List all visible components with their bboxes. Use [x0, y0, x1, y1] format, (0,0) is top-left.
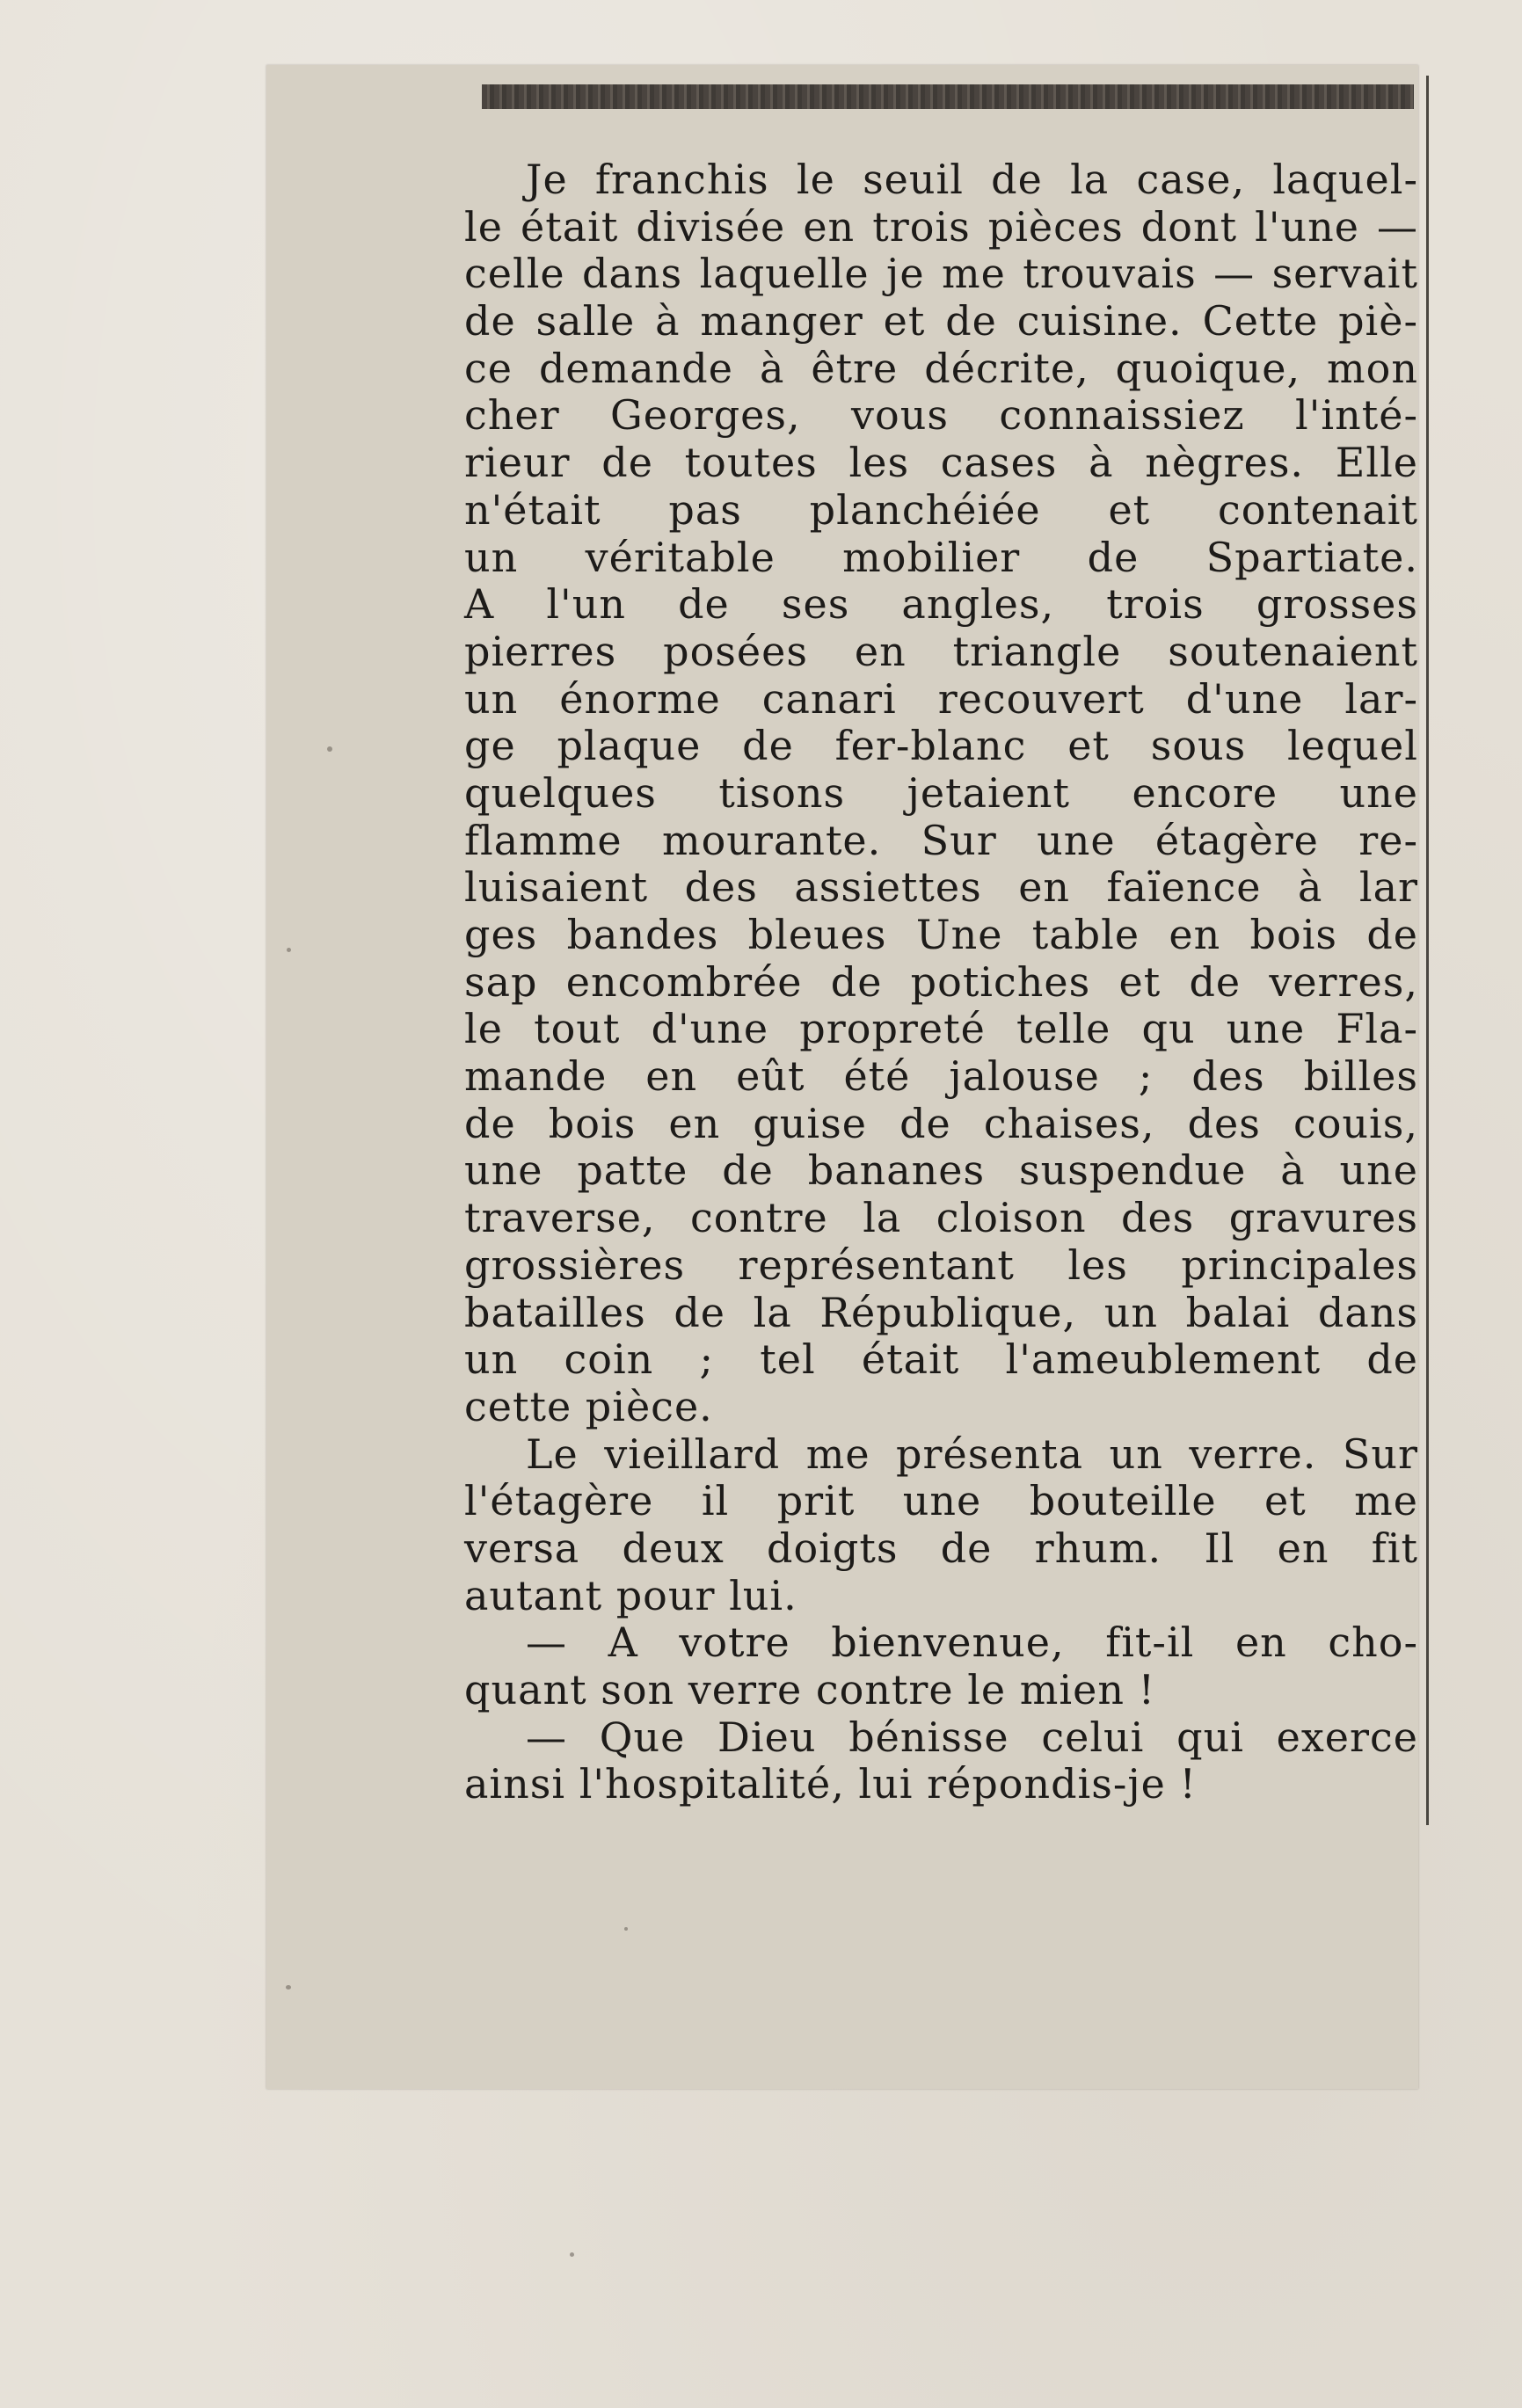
text-line: mande en eût été jalouse ; des billes — [464, 1052, 1418, 1101]
text-line: luisaient des assiettes en faïence à lar — [464, 863, 1418, 912]
text-line: cher Georges, vous connaissiez l'inté- — [464, 391, 1418, 440]
text-line: un véritable mobilier de Spartiate. — [464, 533, 1418, 581]
text-line: pierres posées en triangle soutenaient — [464, 627, 1418, 675]
article-text — [464, 156, 1418, 1808]
text-line: l'étagère il prit une bouteille et me — [464, 1477, 1418, 1525]
text-line: une patte de bananes suspendue à une — [464, 1146, 1418, 1195]
text-line: cette pièce. — [464, 1382, 713, 1430]
text-line: grossières représentant les principales — [464, 1240, 1418, 1289]
text-line: traverse, contre la cloison des gravures — [464, 1194, 1418, 1242]
scan-speck — [327, 746, 332, 752]
text-line: Je franchis le seuil de la case, laquel- — [526, 156, 1418, 203]
text-line: quelques tisons jetaient encore une — [464, 768, 1418, 817]
text-line: de salle à manger et de cuisine. Cette piè- — [464, 297, 1418, 346]
text-line: rieur de toutes les cases à nègres. Elle — [464, 439, 1418, 487]
text-line: Le vieillard me présenta un verre. Sur — [526, 1430, 1418, 1478]
scan-speck — [570, 2252, 574, 2257]
text-line: versa deux doigts de rhum. Il en fit — [464, 1524, 1418, 1572]
column-right-edge — [1426, 76, 1429, 1825]
text-line: n'était pas planchéiée et contenait — [464, 485, 1418, 534]
scan-speck — [287, 948, 291, 952]
scan-speck — [624, 1927, 628, 1931]
column-top-rule — [482, 84, 1414, 109]
text-line: le était divisée en trois pièces dont l'une — — [464, 202, 1418, 251]
text-line: sap encombrée de potiches et de verres, — [464, 957, 1418, 1006]
text-line: un coin ; tel était l'ameublement de — [464, 1335, 1418, 1384]
text-line: ainsi l'hospitalité, lui répondis-je ! — [464, 1760, 1197, 1808]
text-line: le tout d'une propreté telle qu une Fla- — [464, 1005, 1418, 1053]
text-line: A l'un de ses angles, trois grosses — [464, 580, 1418, 629]
text-line: quant son verre contre le mien ! — [464, 1666, 1156, 1713]
text-line: — Que Dieu bénisse celui qui exerce — [526, 1713, 1418, 1761]
text-line: celle dans laquelle je me trouvais — servait — [464, 250, 1418, 298]
scan-speck — [286, 1985, 291, 1990]
text-line: — A votre bienvenue, fit-il en cho- — [526, 1619, 1418, 1667]
text-line: un énorme canari recouvert d'une lar- — [464, 674, 1418, 723]
text-line: autant pour lui. — [464, 1571, 797, 1619]
text-line: flamme mourante. Sur une étagère re- — [464, 816, 1418, 864]
text-line: ges bandes bleues Une table en bois de — [464, 911, 1418, 958]
text-line: ge plaque de fer-blanc et sous lequel — [464, 722, 1418, 770]
text-line: ce demande à être décrite, quoique, mon — [464, 344, 1418, 392]
text-line: batailles de la République, un balai dans — [464, 1288, 1418, 1336]
text-line: de bois en guise de chaises, des couis, — [464, 1099, 1418, 1147]
